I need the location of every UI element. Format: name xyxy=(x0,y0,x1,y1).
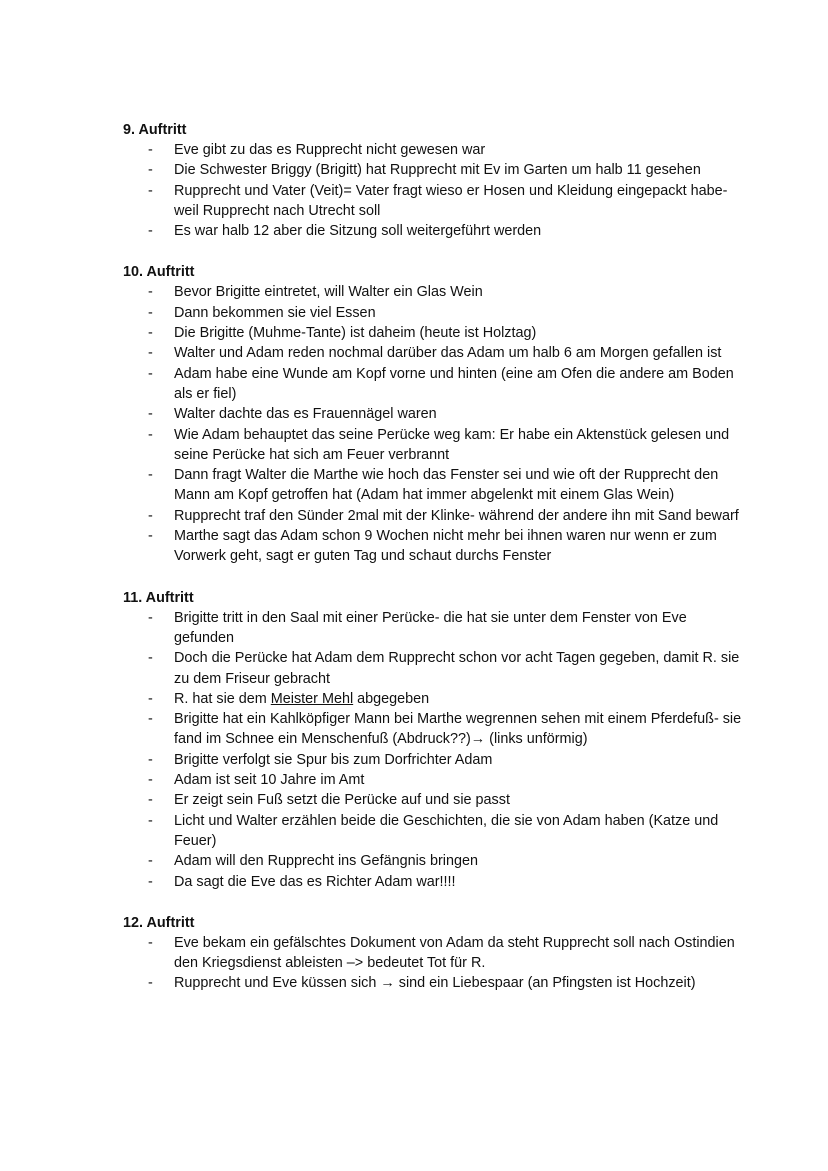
list-item xyxy=(123,709,743,750)
section-auftritt-10 xyxy=(123,262,743,566)
list-item xyxy=(123,648,743,689)
item-text: Adam habe eine Wunde am Kopf vorne und hinten (eine am Ofen die andere am Boden als er fiel) xyxy=(174,365,734,402)
item-text: Er zeigt sein Fuß setzt die Perücke auf und sie passt xyxy=(174,792,510,809)
list-item xyxy=(123,506,743,526)
dash-bullet: - xyxy=(148,345,153,362)
item-text: Adam will den Rupprecht ins Gefängnis bringen xyxy=(174,853,478,870)
dash-bullet: - xyxy=(148,467,153,484)
item-text: Rupprecht und Vater (Veit)= Vater fragt wieso er Hosen und Kleidung eingepackt habe- weil Rupprecht nach Utrecht soll xyxy=(174,182,728,219)
list-item xyxy=(123,282,743,302)
item-text: Adam ist seit 10 Jahre im Amt xyxy=(174,772,365,789)
list-item xyxy=(123,181,743,222)
list-item xyxy=(123,973,743,993)
list-item xyxy=(123,221,743,241)
list-item xyxy=(123,872,743,892)
section-heading: 12. Auftritt xyxy=(123,914,195,931)
item-text: Brigitte tritt in den Saal mit einer Perücke- die hat sie unter dem Fenster von Eve gefunden xyxy=(174,609,687,646)
list-item xyxy=(123,933,743,974)
dash-bullet: - xyxy=(148,609,153,626)
dash-bullet: - xyxy=(148,975,153,992)
bullet-list xyxy=(123,140,743,241)
item-text: Wie Adam behauptet das seine Perücke weg kam: Er habe ein Aktenstück gelesen und seine Perücke hat sich am Feuer verbrannt xyxy=(174,426,730,463)
dash-bullet: - xyxy=(148,690,153,707)
bullet-list xyxy=(123,282,743,566)
dash-bullet: - xyxy=(148,792,153,809)
list-item xyxy=(123,343,743,363)
document-content xyxy=(123,120,743,1015)
dash-bullet: - xyxy=(148,873,153,890)
list-item xyxy=(123,160,743,180)
dash-bullet: - xyxy=(148,812,153,829)
item-text: Rupprecht traf den Sünder 2mal mit der Klinke- während der andere ihn mit Sand bewarf xyxy=(174,507,739,524)
list-item xyxy=(123,689,743,709)
list-item xyxy=(123,811,743,852)
dash-bullet: - xyxy=(148,142,153,158)
list-item xyxy=(123,750,743,770)
list-item xyxy=(123,465,743,506)
list-item xyxy=(123,140,743,160)
item-text: Walter und Adam reden nochmal darüber das Adam um halb 6 am Morgen gefallen ist xyxy=(174,345,722,362)
dash-bullet: - xyxy=(148,365,153,382)
item-text-meister-mehl: R. hat sie dem Meister Mehl abgegeben xyxy=(174,690,430,707)
item-text: Eve bekam ein gefälschtes Dokument von Adam da steht Rupprecht soll nach Ostindien den Kriegsdienst ableisten –> bedeutet Tot für R. xyxy=(174,934,735,972)
list-item xyxy=(123,323,743,343)
dash-bullet: - xyxy=(148,406,153,423)
section-heading: 9. Auftritt xyxy=(123,122,187,138)
list-item xyxy=(123,364,743,405)
list-item xyxy=(123,790,743,810)
dash-bullet: - xyxy=(148,853,153,870)
dash-bullet: - xyxy=(148,182,153,199)
dash-bullet: - xyxy=(148,284,153,301)
dash-bullet: - xyxy=(148,162,153,179)
item-text: Brigitte hat ein Kahlköpfiger Mann bei Marthe wegrennen sehen mit einem Pferdefuß- sie fand im Schnee ein Menschenfuß (Abdruck??)→ (links unförmig) xyxy=(174,711,742,748)
item-text: Es war halb 12 aber die Sitzung soll weitergeführt werden xyxy=(174,223,542,240)
dash-bullet: - xyxy=(148,711,153,728)
section-auftritt-9 xyxy=(123,120,743,241)
item-text: Bevor Brigitte eintretet, will Walter ein Glas Wein xyxy=(174,284,483,301)
section-heading: 10. Auftritt xyxy=(123,264,195,281)
section-auftritt-12 xyxy=(123,913,743,994)
dash-bullet: - xyxy=(148,751,153,768)
item-text: Marthe sagt das Adam schon 9 Wochen nicht mehr bei ihnen waren nur wenn er zum Vorwerk geht, sagt er guten Tag und schaut durchs Fenster xyxy=(174,528,717,565)
bullet-list xyxy=(123,933,743,994)
dash-bullet: - xyxy=(148,507,153,524)
item-text: Dann bekommen sie viel Essen xyxy=(174,304,376,321)
dash-bullet: - xyxy=(148,223,153,240)
item-text: Die Schwester Briggy (Brigitt) hat Rupprecht mit Ev im Garten um halb 11 gesehen xyxy=(174,162,701,179)
dash-bullet: - xyxy=(148,325,153,342)
item-text: Da sagt die Eve das es Richter Adam war!!!! xyxy=(174,873,456,890)
item-text: Rupprecht und Eve küssen sich → sind ein Liebespaar (an Pfingsten ist Hochzeit) xyxy=(174,975,696,992)
dash-bullet: - xyxy=(148,650,153,667)
list-item xyxy=(123,608,743,649)
item-text: Doch die Perücke hat Adam dem Rupprecht schon vor acht Tagen gegeben, damit R. sie zu dem Friseur gebracht xyxy=(174,650,740,687)
list-item xyxy=(123,404,743,424)
item-text: Dann fragt Walter die Marthe wie hoch das Fenster sei und wie oft der Rupprecht den Mann am Kopf getroffen hat (Adam hat immer abgelenkt mit einem Glas Wein) xyxy=(174,467,719,504)
section-auftritt-11 xyxy=(123,588,743,892)
list-item xyxy=(123,526,743,567)
list-item xyxy=(123,303,743,323)
item-text: Licht und Walter erzählen beide die Geschichten, die sie von Adam haben (Katze und Feuer) xyxy=(174,812,719,849)
bullet-list xyxy=(123,608,743,892)
dash-bullet: - xyxy=(148,772,153,789)
list-item xyxy=(123,851,743,871)
dash-bullet: - xyxy=(148,304,153,321)
dash-bullet: - xyxy=(148,426,153,443)
item-text: Brigitte verfolgt sie Spur bis zum Dorfrichter Adam xyxy=(174,751,493,768)
dash-bullet: - xyxy=(148,934,153,951)
item-text: Eve gibt zu das es Rupprecht nicht gewesen war xyxy=(174,142,486,158)
list-item xyxy=(123,770,743,790)
item-text: Walter dachte das es Frauennägel waren xyxy=(174,406,437,423)
dash-bullet: - xyxy=(148,528,153,545)
section-heading: 11. Auftritt xyxy=(123,589,194,606)
item-text: Die Brigitte (Muhme-Tante) ist daheim (heute ist Holztag) xyxy=(174,325,537,342)
list-item xyxy=(123,425,743,466)
underlined-phrase: Meister Mehl xyxy=(270,690,354,707)
